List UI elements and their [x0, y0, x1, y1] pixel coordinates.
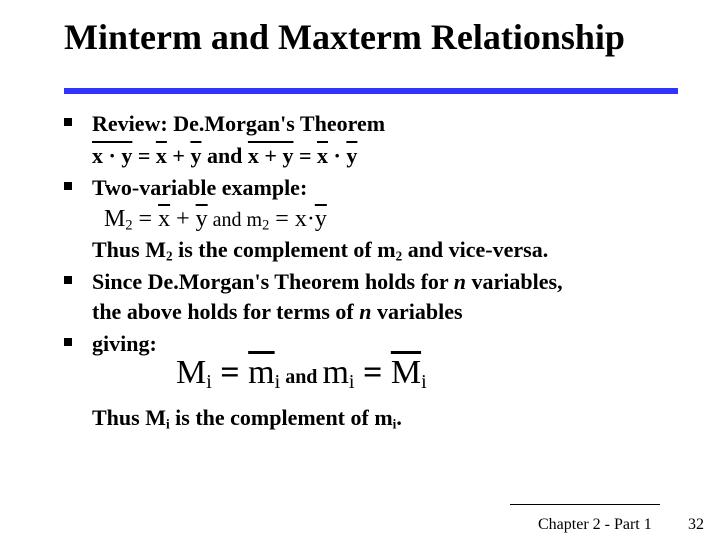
thus-text: and vice-versa. — [402, 237, 549, 262]
subscript: i — [348, 371, 355, 393]
demorgan-lhs1: x · y — [92, 143, 133, 168]
thus-m2-complement — [92, 238, 548, 264]
bullet-review: Review: De.Morgan's Theorem — [92, 111, 386, 136]
plus-sign: + — [166, 143, 191, 168]
plus-sign: + — [170, 206, 196, 232]
thus-text: Thus M — [92, 405, 166, 430]
bullet-text: the above holds for terms of — [92, 299, 360, 324]
and-word: and — [280, 366, 323, 388]
thus-text: . — [396, 405, 402, 430]
demorgan-rhs2a: $\overline{x}$ — [317, 143, 329, 168]
minterm-maxterm-equations — [176, 354, 427, 393]
bullet-giving: giving: — [92, 331, 157, 356]
bullet-since-demorgan-cont — [92, 300, 463, 324]
bullet-text: variables — [371, 299, 463, 324]
equals-sign: = — [293, 143, 318, 168]
footer-divider — [510, 504, 660, 505]
subscript: 2 — [125, 217, 133, 234]
bullet-text: Since De.Morgan's Theorem holds for — [92, 269, 454, 294]
thus-mi-complement — [92, 406, 402, 432]
variable-n: n — [453, 269, 467, 294]
footer-chapter-label: Chapter 2 - Part 1 — [538, 516, 652, 533]
subscript: i — [421, 371, 427, 393]
equals-sign: = — [211, 354, 249, 391]
demorgan-rhs1b: $\overline{y}$ — [190, 143, 202, 168]
dot-sign: · — [328, 143, 347, 168]
demorgan-lhs2: x + y — [247, 143, 294, 168]
thus-text: Thus M — [92, 237, 166, 262]
bullet-marker — [64, 338, 72, 346]
demorgan-rhs1a: $\overline{x}$ — [155, 143, 167, 168]
variable-n: n — [359, 299, 372, 324]
maxterm-symbol: M — [176, 354, 207, 391]
title-divider — [64, 88, 678, 94]
subscript: i — [206, 371, 212, 393]
maxterm-symbol: M — [104, 206, 126, 232]
subscript: 2 — [165, 248, 173, 264]
bullet-marker — [64, 276, 72, 284]
equals-sign: = — [132, 143, 156, 168]
and-word: and m — [207, 209, 263, 231]
subscript: i — [165, 416, 170, 432]
y-complement: $\overline{y}$ — [195, 206, 208, 232]
minterm-complement: $\overline{m}$ — [248, 354, 275, 391]
bullet-text: variables, — [466, 269, 563, 294]
page-number: 32 — [688, 516, 704, 533]
thus-text: is the complement of m — [169, 405, 393, 430]
demorgan-rhs2b: $\overline{y}$ — [346, 143, 358, 168]
bullet-since-demorgan — [92, 270, 563, 294]
two-variable-equations — [104, 206, 327, 234]
equals-sign: = — [354, 354, 391, 391]
bullet-marker — [64, 118, 72, 126]
subscript: i — [274, 371, 281, 393]
equals-sign: = — [269, 206, 295, 232]
demorgan-equations — [92, 144, 357, 168]
subscript: 2 — [395, 248, 403, 264]
y-complement: $\overline{y}$ — [314, 206, 327, 232]
slide-title: Minterm and Maxterm Relationship — [64, 17, 625, 57]
subscript: 2 — [262, 217, 270, 234]
bullet-marker — [64, 182, 72, 190]
maxterm-complement: $\overline{M}$ — [390, 354, 422, 391]
subscript: i — [392, 416, 397, 432]
minterm-symbol: m — [322, 354, 349, 391]
thus-text: is the complement of m — [172, 237, 396, 262]
bullet-two-variable: Two-variable example: — [92, 175, 308, 200]
x-dot: x· — [294, 206, 315, 232]
x-complement: $\overline{x}$ — [158, 206, 171, 232]
and-word: and — [201, 143, 248, 168]
equals-sign: = — [132, 206, 159, 232]
